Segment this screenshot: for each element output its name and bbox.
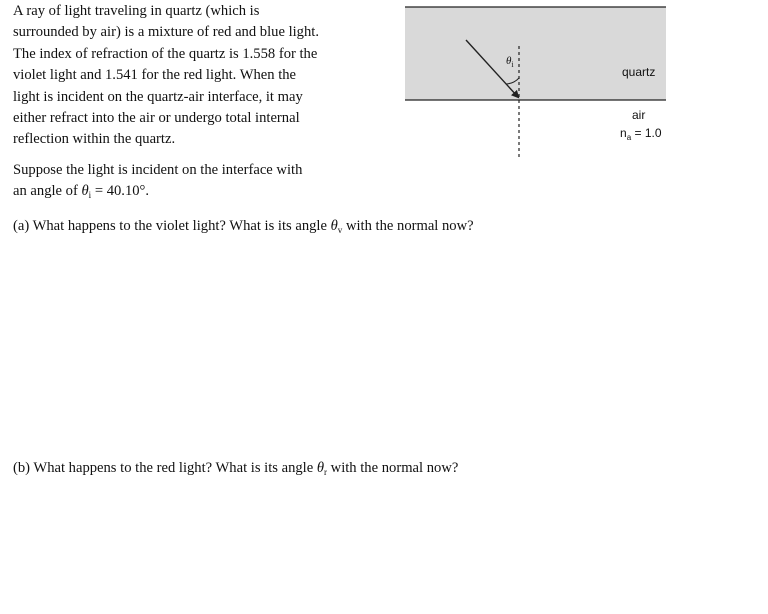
intro-line: surrounded by air) is a mixture of red and blue light.	[13, 24, 319, 41]
theta-subscript: r	[324, 467, 328, 477]
air-index-n: n	[620, 126, 627, 140]
question-a-text-end: with the normal now?	[342, 218, 474, 234]
question-b-text: What happens to the red light? What is its angle	[30, 460, 317, 476]
intro-line: The index of refraction of the quartz is 1.558 for the	[13, 45, 318, 62]
theta-symbol: θ	[81, 183, 89, 200]
angle-theta: θ	[506, 55, 512, 67]
theta-subscript: v	[337, 225, 343, 235]
question-b-text-end: with the normal now?	[327, 460, 459, 476]
air-index-subscript: a	[626, 133, 632, 142]
question-a-text: What happens to the violet light? What is its angle	[29, 218, 331, 234]
quartz-label: quartz	[622, 65, 656, 79]
quartz-block	[405, 7, 666, 100]
theta-symbol: θ	[330, 218, 338, 234]
air-index-value: = 1.0	[631, 126, 662, 140]
setup-prefix: an angle of	[13, 183, 82, 200]
air-label: air	[632, 108, 646, 122]
setup-line: Suppose the light is incident on the interface with	[13, 162, 303, 178]
question-b-label: (b)	[13, 460, 31, 476]
question-a-label: (a)	[13, 218, 30, 234]
air-index-label	[620, 126, 662, 142]
intro-line: light is incident on the quartz-air interface, it may	[13, 88, 303, 105]
intro-line: violet light and 1.541 for the red light. When the	[13, 67, 297, 84]
intro-line: either refract into the air or undergo total internal	[13, 110, 300, 127]
angle-subscript: i	[511, 60, 514, 69]
theta-subscript: i	[88, 190, 92, 201]
intro-line: reflection within the quartz.	[13, 131, 176, 148]
theta-symbol: θ	[316, 460, 325, 476]
intro-line: A ray of light traveling in quartz (which is	[13, 3, 260, 19]
setup-value: = 40.10°.	[91, 183, 150, 200]
